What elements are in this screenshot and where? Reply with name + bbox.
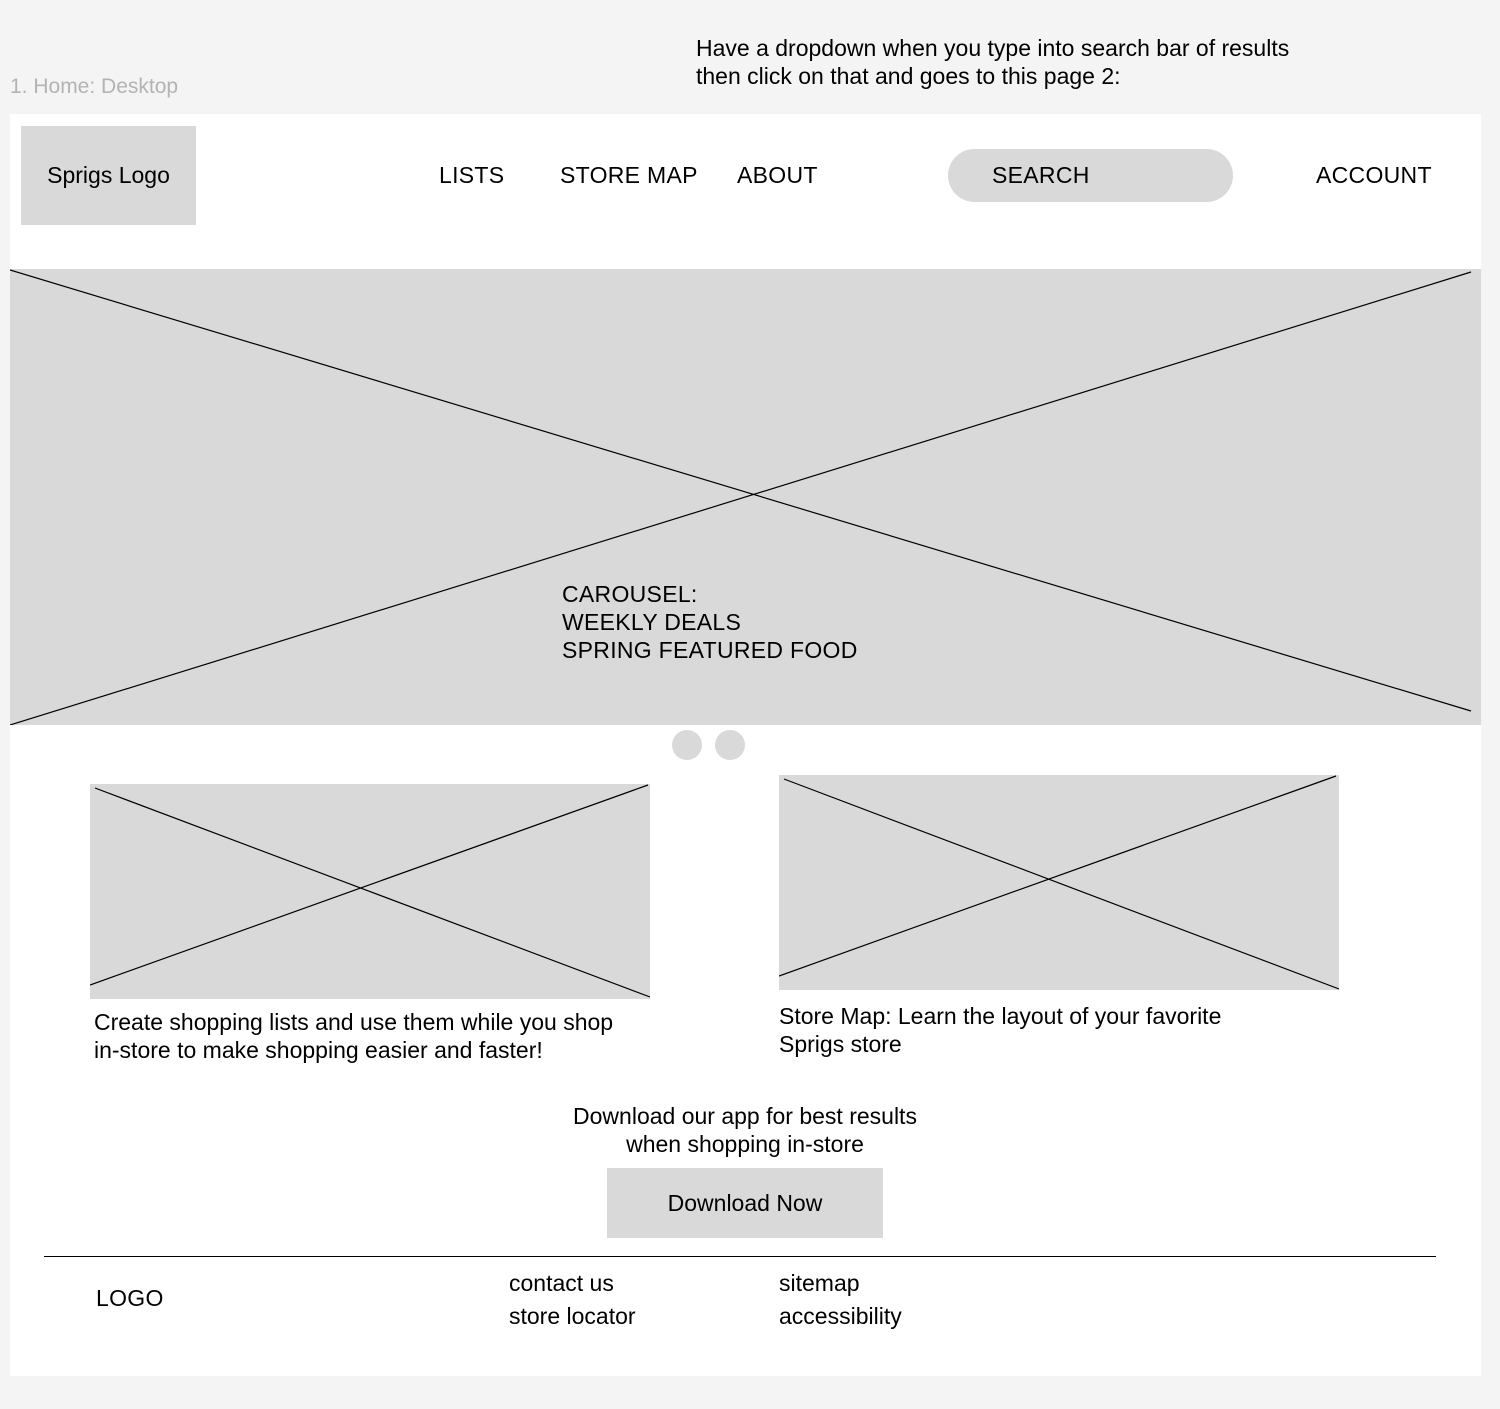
download-now-label: Download Now <box>667 1189 823 1216</box>
download-app-line-1: Download our app for best results <box>573 1103 917 1129</box>
hero-caption-line-1: CAROUSEL: <box>562 581 698 607</box>
carousel-dot-2[interactable] <box>715 730 745 760</box>
image-placeholder-icon <box>779 775 1339 990</box>
nav-account[interactable]: ACCOUNT <box>1316 162 1432 188</box>
search-input[interactable] <box>992 162 1212 189</box>
annotation-note-line-1: Have a dropdown when you type into search bar of results <box>696 35 1290 61</box>
download-now-button[interactable] <box>607 1168 883 1238</box>
site-logo[interactable] <box>21 126 196 225</box>
store-map-feature-description <box>779 1002 1221 1058</box>
carousel-dot-1[interactable] <box>672 730 702 760</box>
store-map-feature-image[interactable] <box>779 775 1339 990</box>
footer-divider <box>44 1256 1436 1257</box>
lists-feature-line-1: Create shopping lists and use them while you shop <box>94 1009 614 1035</box>
nav-lists[interactable]: LISTS <box>439 162 505 188</box>
frame-label: 1. Home: Desktop <box>10 75 179 98</box>
footer-link-store-locator[interactable]: store locator <box>509 1303 636 1329</box>
annotation-note-line-2: then click on that and goes to this page 2: <box>696 63 1121 89</box>
footer-link-accessibility[interactable]: accessibility <box>779 1303 902 1329</box>
hero-caption <box>562 580 858 664</box>
footer-logo[interactable]: LOGO <box>96 1285 164 1311</box>
annotation-note <box>696 34 1289 90</box>
lists-feature-image[interactable] <box>90 784 650 999</box>
store-map-feature-line-2: Sprigs store <box>779 1031 902 1057</box>
hero-caption-line-3: SPRING FEATURED FOOD <box>562 637 858 663</box>
footer-link-contact-us[interactable]: contact us <box>509 1270 614 1296</box>
lists-feature-description <box>94 1008 613 1064</box>
image-placeholder-icon <box>90 784 650 999</box>
lists-feature-line-2: in-store to make shopping easier and faster! <box>94 1037 543 1063</box>
hero-caption-line-2: WEEKLY DEALS <box>562 609 742 635</box>
nav-about[interactable]: ABOUT <box>737 162 818 188</box>
site-logo-label: Sprigs Logo <box>47 162 170 188</box>
nav-store-map[interactable]: STORE MAP <box>560 162 698 188</box>
download-app-line-2: when shopping in-store <box>626 1131 864 1157</box>
store-map-feature-line-1: Store Map: Learn the layout of your favorite <box>779 1003 1222 1029</box>
search-bar[interactable] <box>948 149 1233 202</box>
download-app-text <box>520 1102 970 1158</box>
footer-link-sitemap[interactable]: sitemap <box>779 1270 860 1296</box>
